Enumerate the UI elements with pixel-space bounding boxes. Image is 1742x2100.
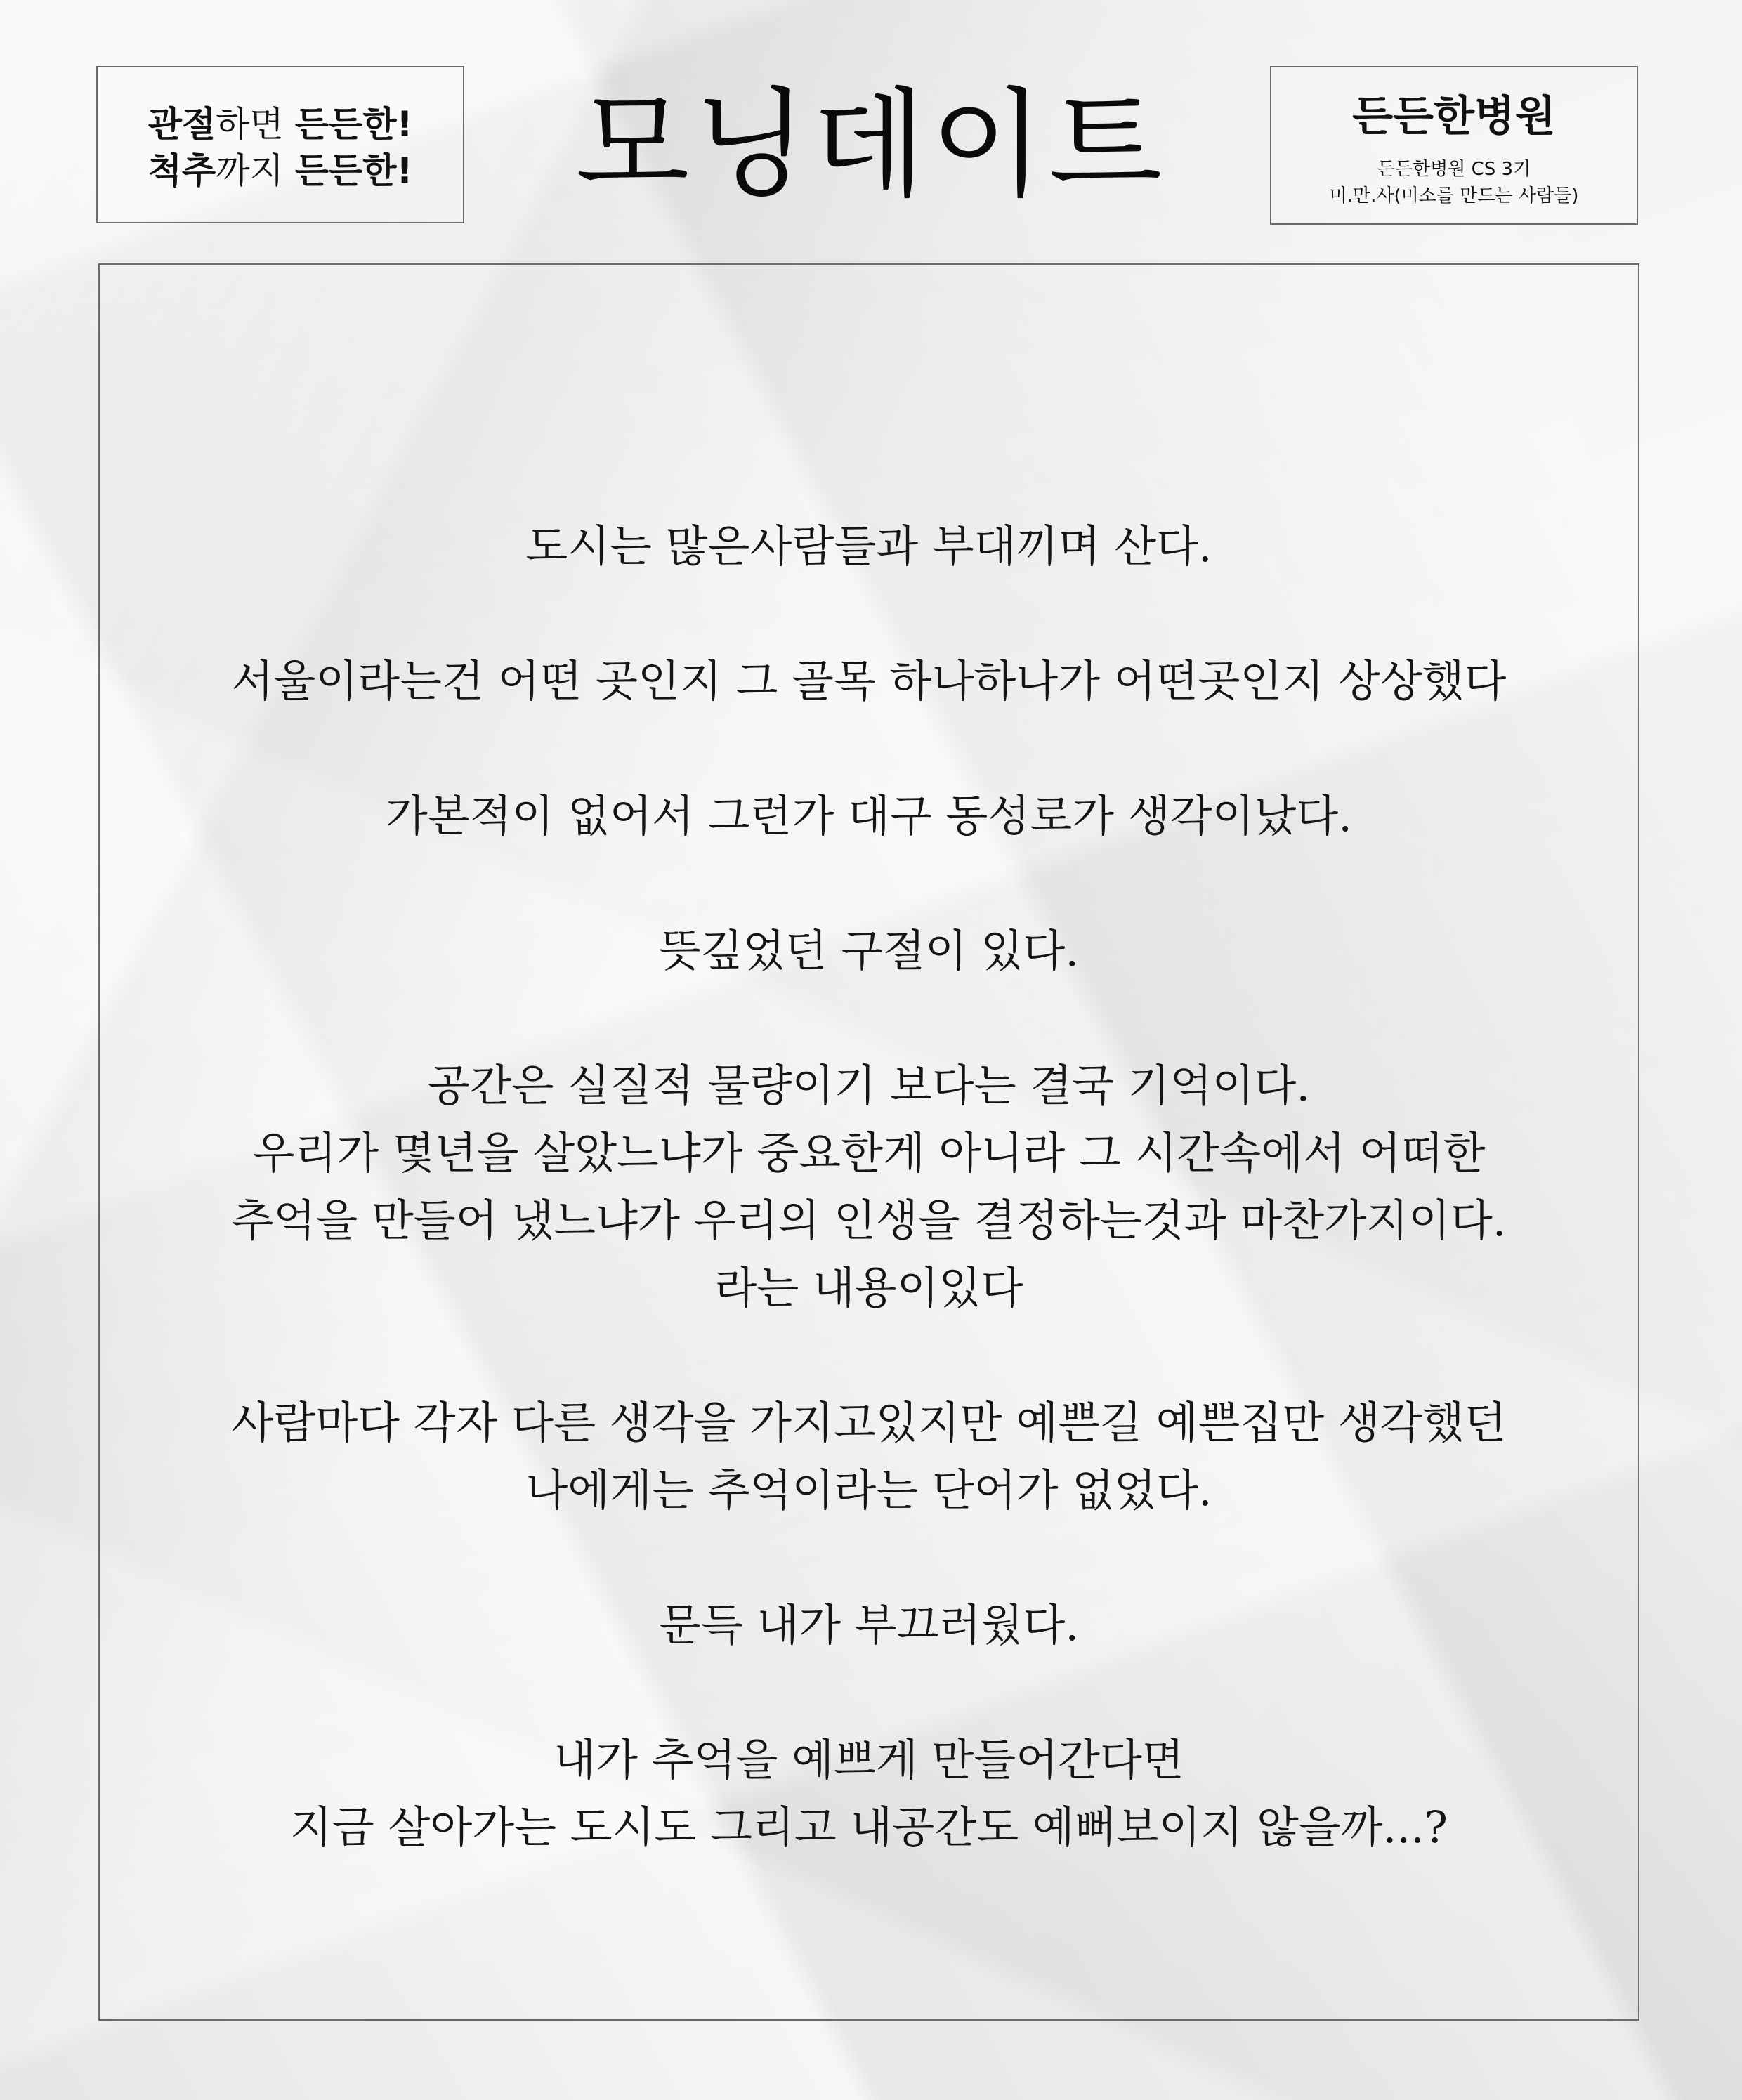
team-name: 든든한병원 CS 3기 [1377, 159, 1531, 180]
slogan-keyword: 관절 [148, 104, 216, 145]
hospital-name: 든든한병원 [1352, 92, 1556, 141]
slogan-connector: 하면 [216, 104, 295, 145]
essay-line: 도시는 많은사람들과 부대끼며 산다. [525, 520, 1212, 572]
essay-line: 우리가 몇년을 살았느냐가 중요한게 아니라 그 시간속에서 어떠한 [252, 1127, 1486, 1179]
slogan-badge [96, 66, 464, 223]
slogan-emphasis: 든든한! [294, 104, 413, 145]
slogan-connector: 까지 [216, 150, 295, 191]
essay-line: 가본적이 없어서 그런가 대구 동성로가 생각이났다. [386, 790, 1352, 841]
essay-line: 공간은 실질적 물량이기 보다는 결국 기억이다. [427, 1060, 1311, 1111]
slogan-emphasis: 든든한! [294, 150, 413, 191]
essay-line: 서울이라는건 어떤 곳인지 그 골목 하나하나가 어떤곳인지 상상했다 [231, 655, 1507, 707]
essay-line: 나에게는 추억이라는 단어가 없었다. [525, 1464, 1212, 1516]
essay-body [98, 513, 1639, 1861]
page-title: 모닝데이트 [575, 76, 1167, 214]
team-motto: 미.만.사(미소를 만드는 사람들) [1329, 185, 1579, 206]
hospital-badge [1270, 66, 1638, 225]
essay-line: 문득 내가 부끄러웠다. [658, 1599, 1080, 1651]
essay-line: 사람마다 각자 다른 생각을 가지고있지만 예쁜길 예쁜집만 생각했던 [231, 1397, 1507, 1448]
essay-line: 라는 내용이있다 [714, 1262, 1023, 1313]
essay-line: 뜻깊었던 구절이 있다. [658, 925, 1080, 976]
essay-line: 내가 추억을 예쁘게 만들어간다면 [554, 1734, 1184, 1785]
slogan-line-2 [98, 147, 463, 194]
slogan-keyword: 척추 [148, 150, 216, 191]
slogan-line-1 [98, 101, 463, 147]
essay-line: 추억을 만들어 냈느냐가 우리의 인생을 결정하는것과 마찬가지이다. [231, 1195, 1507, 1246]
essay-line: 지금 살아가는 도시도 그리고 내공간도 예뻐보이지 않을까...? [289, 1802, 1448, 1853]
